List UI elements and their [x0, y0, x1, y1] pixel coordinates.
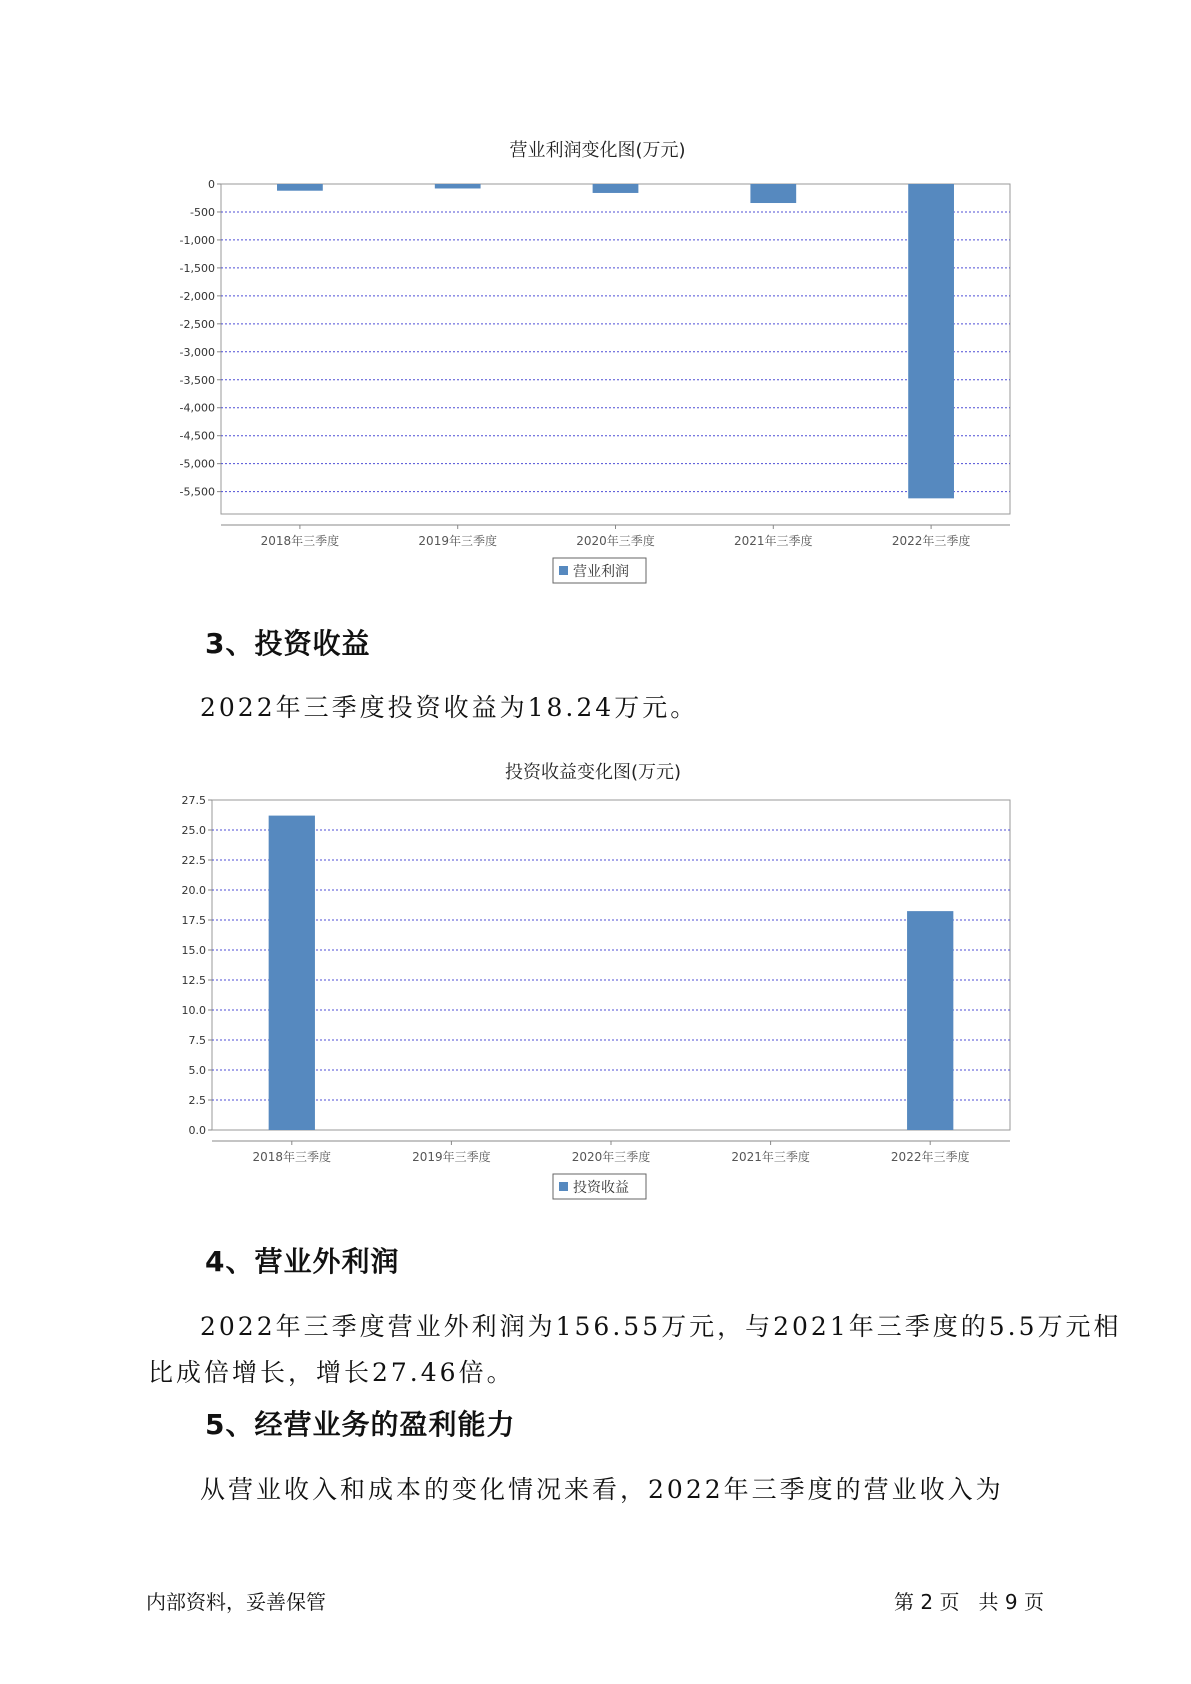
footer-page-number: 第 2 页 共 9 页	[894, 1590, 1044, 1614]
section-5-title: 5、经营业务的盈利能力	[205, 1408, 516, 1441]
chart2-y-tick-label: 7.5	[188, 1034, 206, 1047]
chart2-x-tick-label: 2021年三季度	[731, 1150, 810, 1164]
investment-income-chart-svg	[0, 752, 1191, 1212]
chart1-y-tick-label: -3,000	[179, 345, 215, 359]
operating-profit-chart-svg	[0, 130, 1191, 590]
chart1-x-tick-label: 2018年三季度	[260, 534, 340, 548]
chart1-y-tick-label: -5,500	[179, 485, 215, 499]
chart2-y-tick-label: 2.5	[188, 1094, 206, 1107]
chart2-y-tick-label: 25.0	[181, 824, 206, 837]
chart2-title: 投资收益变化图(万元)	[504, 762, 682, 783]
chart2-y-tick-label: 20.0	[181, 884, 206, 897]
chart1-bar	[908, 184, 954, 498]
chart1-bar	[435, 184, 481, 188]
chart2-y-tick-label: 10.0	[181, 1004, 206, 1017]
chart2-bar	[907, 911, 953, 1130]
chart1-bar	[750, 184, 796, 203]
chart2-x-tick-label: 2022年三季度	[890, 1150, 970, 1164]
chart1-y-tick-label: -1,500	[179, 261, 215, 275]
chart2-y-tick-label: 0.0	[188, 1124, 206, 1137]
section-4-text-line-2: 比成倍增长，增长27.46倍。	[148, 1358, 515, 1387]
operating-profit-chart	[0, 130, 1191, 590]
chart1-x-tick-label: 2022年三季度	[891, 534, 971, 548]
chart2-bar	[269, 816, 315, 1130]
chart1-legend-swatch	[559, 566, 568, 575]
chart2-x-tick-label: 2018年三季度	[252, 1150, 332, 1164]
chart1-legend-label: 营业利润	[573, 564, 629, 580]
chart1-bar	[593, 184, 639, 193]
chart2-y-tick-label: 17.5	[181, 914, 206, 927]
chart1-y-tick-label: -1,000	[179, 233, 215, 247]
chart2-legend-swatch	[559, 1182, 568, 1191]
chart1-title: 营业利润变化图(万元)	[509, 140, 686, 161]
chart2-y-tick-label: 12.5	[181, 974, 206, 987]
section-3-text: 2022年三季度投资收益为18.24万元。	[200, 693, 699, 722]
investment-income-chart	[0, 752, 1191, 1212]
footer-confidential: 内部资料，妥善保管	[146, 1590, 326, 1614]
chart2-x-tick-label: 2019年三季度	[412, 1150, 491, 1164]
section-5-text: 从营业收入和成本的变化情况来看，2022年三季度的营业收入为	[200, 1475, 1004, 1504]
chart1-y-tick-label: -2,500	[179, 317, 215, 331]
chart1-y-tick-label: 0	[208, 178, 215, 191]
chart1-y-tick-label: -4,500	[179, 429, 215, 443]
chart1-bar	[277, 184, 323, 191]
chart1-y-tick-label: -2,000	[179, 289, 215, 303]
chart1-x-tick-label: 2020年三季度	[576, 534, 655, 548]
chart2-y-tick-label: 27.5	[181, 794, 206, 807]
chart2-legend-label: 投资收益	[573, 1180, 629, 1196]
section-3-title: 3、投资收益	[205, 627, 371, 660]
chart1-plot-area	[221, 184, 1010, 514]
section-4-title: 4、营业外利润	[205, 1245, 400, 1278]
chart1-y-tick-label: -500	[190, 205, 215, 219]
chart1-y-tick-label: -3,500	[179, 373, 215, 387]
chart2-y-tick-label: 15.0	[181, 944, 206, 957]
chart1-y-tick-label: -5,000	[179, 457, 215, 471]
section-4-text-line-1: 2022年三季度营业外利润为156.55万元，与2021年三季度的5.5万元相	[200, 1312, 1122, 1341]
chart2-y-tick-label: 22.5	[181, 854, 206, 867]
chart2-y-tick-label: 5.0	[188, 1064, 206, 1077]
chart2-x-tick-label: 2020年三季度	[571, 1150, 651, 1164]
chart2-plot-area	[212, 800, 1010, 1130]
chart1-y-tick-label: -4,000	[179, 401, 215, 415]
chart1-x-tick-label: 2019年三季度	[418, 534, 497, 548]
chart1-x-tick-label: 2021年三季度	[734, 534, 813, 548]
